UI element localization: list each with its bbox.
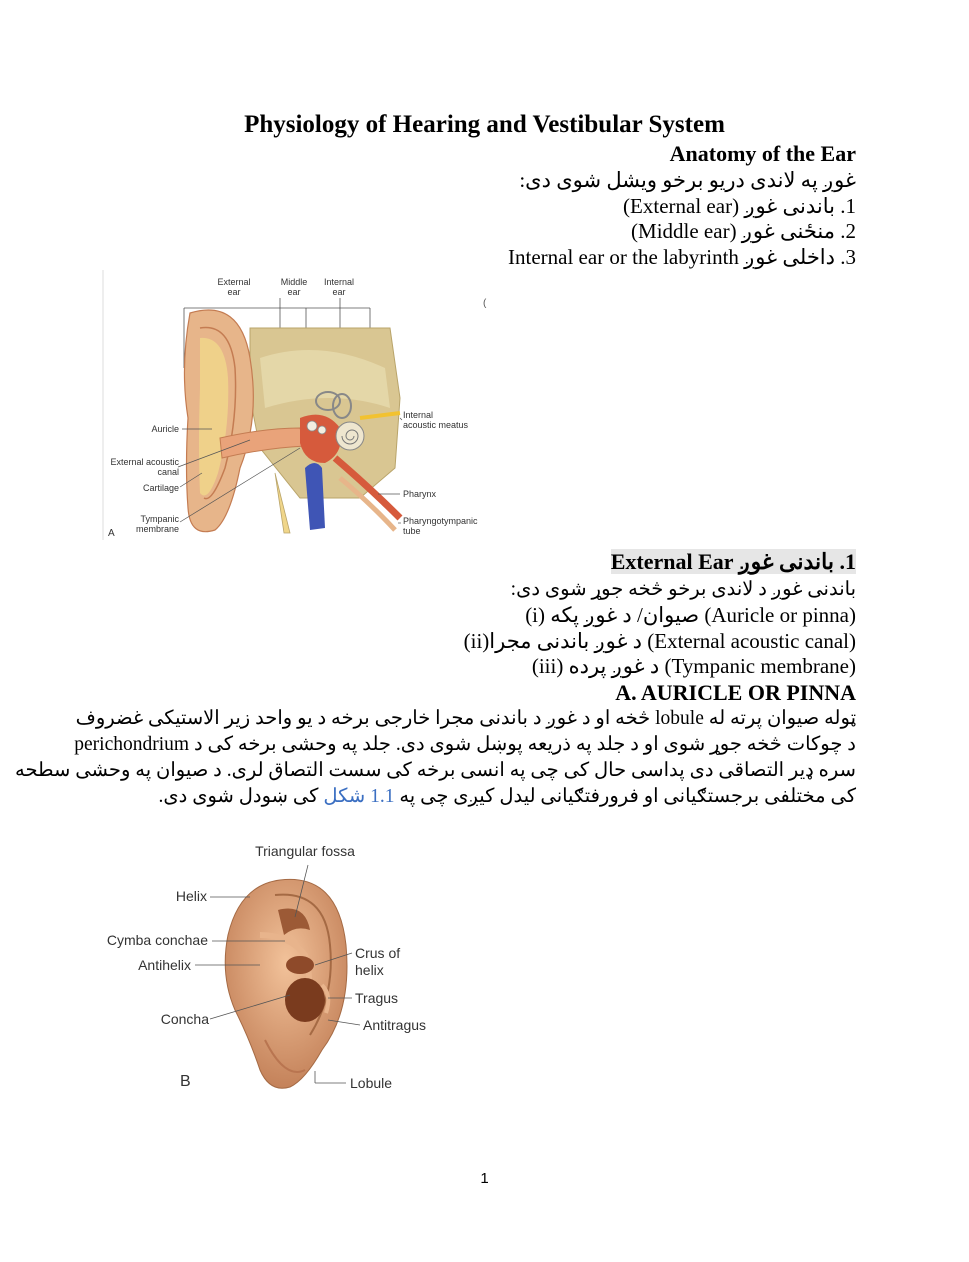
auricle-para-line-2: د چوکات څخه جوړ شوی او د جلد په ذریعه پوښل شوی دی. جلد په وحشی برخه کی د perichondrium [74,734,856,755]
part-3: 3. داخلی غوږ Internal ear or the labyrinth [508,245,856,269]
external-ear-heading-text: 1. باندنی غوږ External Ear [610,549,856,574]
label-middle-ear: Middle ear [280,277,308,297]
label-cartilage: Cartilage [142,483,179,493]
external-part-i: (i) صیوان/ د غوږ پکه (Auricle or pinna) [525,603,856,627]
auricle-para-line-1: ټوله صیوان پرته له lobule څخه او د غوږ د باندنی مجرا خارجی برخه د یو واحد زیر الاستیکی غضروف [75,708,856,729]
auricle-para-line-4 [104,784,856,810]
label-triangular-fossa: Triangular fossa [255,843,355,859]
label-pharynx: Pharynx [403,489,437,499]
auricle-para-line-4-pre: کی مختلفی برجستګیانی او فرورفتګیانی لیدل کیږی چی په [394,786,856,807]
label-concha: Concha [160,1011,209,1027]
label-auricle: Auricle [151,424,179,434]
auricle-heading: A. AURICLE OR PINNA [615,680,856,705]
label-external-ear-2: ear [227,287,241,297]
label-internal-meatus: Internal acoustic meatus [403,410,469,430]
part-2: 2. منځنی غوږ (Middle ear) [631,219,856,243]
intro-line: غوږ په لاندی دریو برخو ویشل شوی دی: [519,168,856,192]
external-part-ii: (ii)د غوږ باندنی مجرا (External acoustic canal) [463,629,856,653]
label-external-ear [217,277,250,297]
figure-b-letter: B [180,1073,191,1090]
label-antitragus: Antitragus [363,1017,427,1033]
figure-a-letter: A [108,528,115,539]
label-cymba-conchae: Cymba conchae [106,932,208,948]
ear-cross-section-figure [100,268,500,543]
label-external-canal: External acoustic canal [110,457,179,477]
auricle-para-line-3: سره ډیر التصاقی دی پداسی حال کی چی په انسی برخه کی سست التصاق لری. د صیوان په وحشی سطحه [15,760,856,781]
auricle-figure [100,835,440,1100]
label-tragus: Tragus [355,990,399,1006]
label-external-ear-1: External [217,277,251,287]
page-number: 1 [480,1170,489,1187]
auricle-paragraph [15,706,856,810]
external-intro: باندنی غوږ د لاندی برخو څخه جوړ شوی دی: [510,579,856,600]
auricle-para-line-4-post: کی ښودل شوی دی. [158,786,324,807]
section-heading-anatomy: Anatomy of the Ear [669,141,856,166]
external-part-iii: (iii) د غوږ پرده (Tympanic membrane) [531,654,856,678]
label-helix: Helix [175,888,207,904]
figure-reference-link[interactable]: 1.1 شکل [323,786,395,807]
part-1: 1. باندنی غوږ (External ear) [623,194,856,218]
label-internal-ear: Internal ear [323,277,355,297]
page-title: Physiology of Hearing and Vestibular System [244,111,725,138]
label-crus-of-helix: Crus of helix [355,945,401,978]
label-lobule: Lobule [350,1075,393,1091]
external-ear-heading [611,549,856,575]
label-pharyngotympanic-tube: Pharyngotympanic tube [403,516,478,536]
svg-text:(: ( [483,298,487,309]
label-tympanic-membrane: Tympanic membrane [135,514,179,534]
label-antihelix: Antihelix [138,957,191,973]
